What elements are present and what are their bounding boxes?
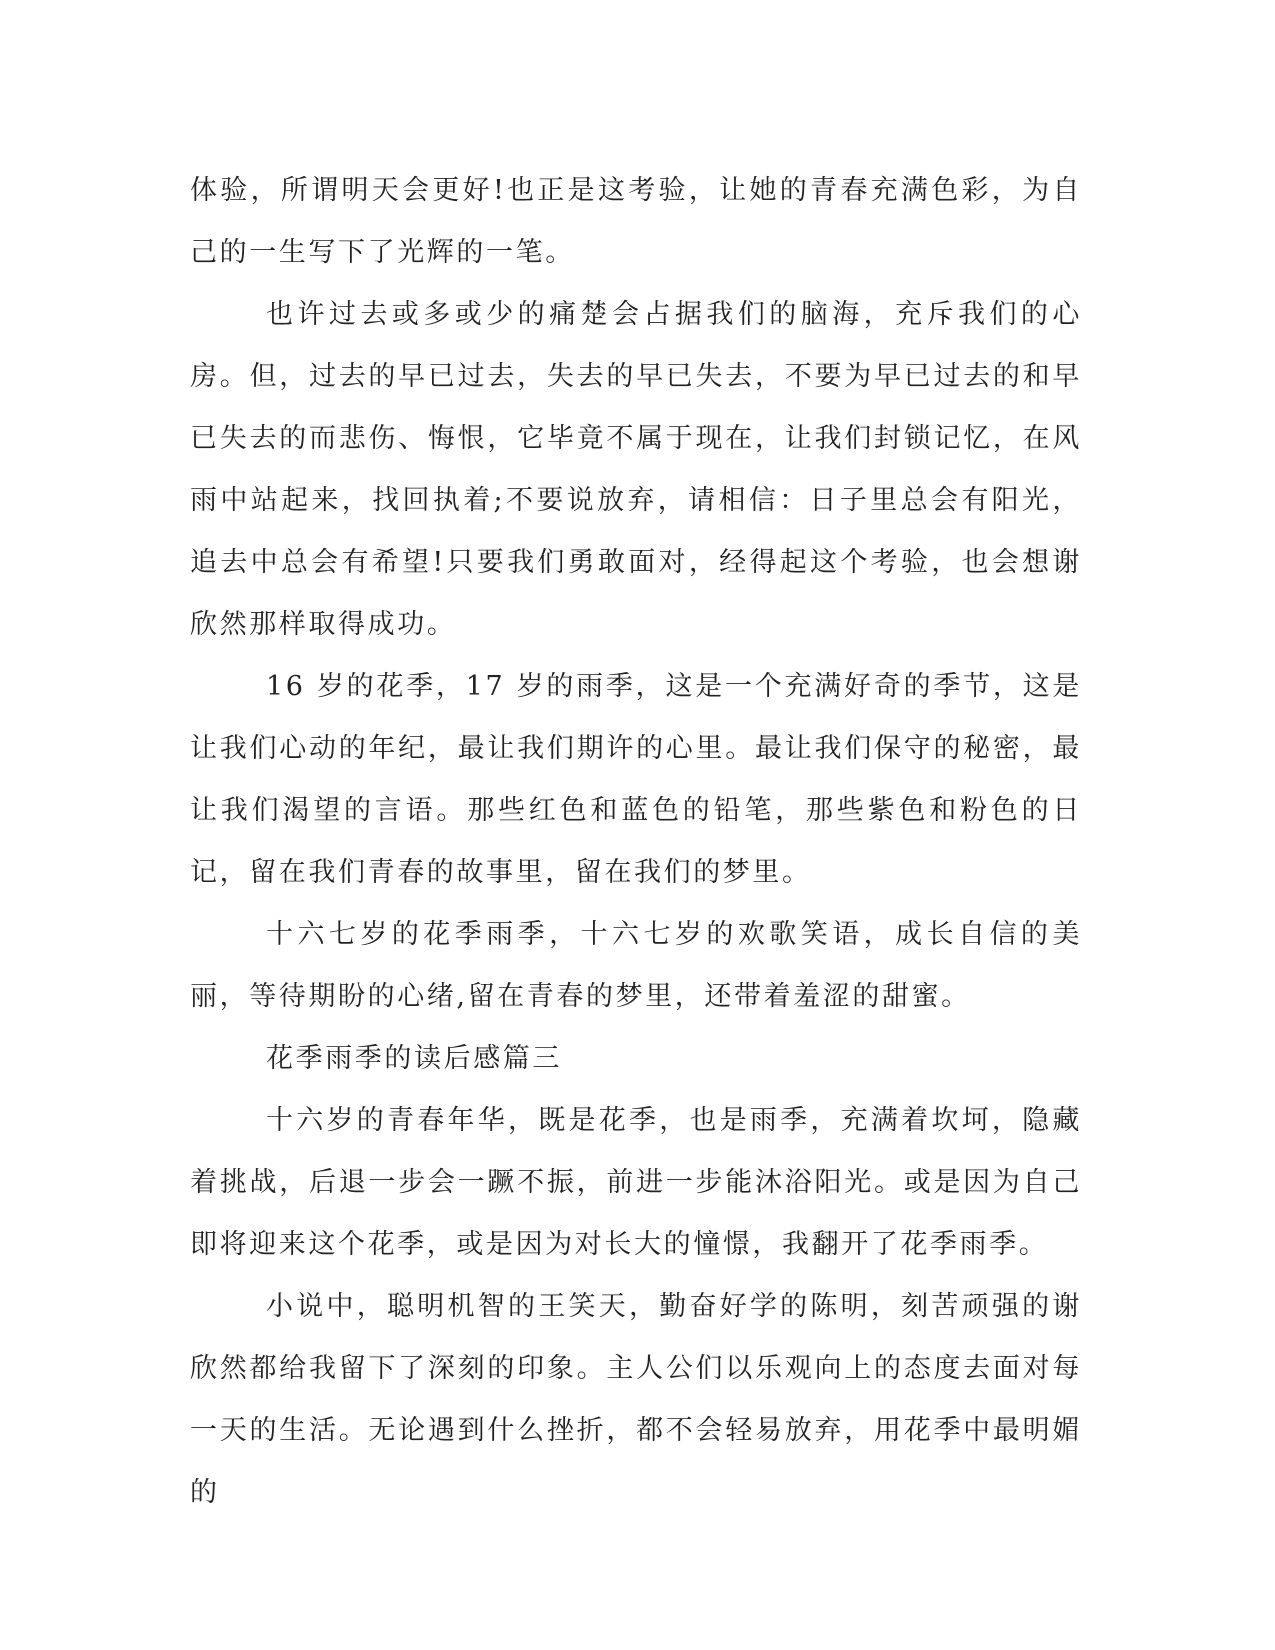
- document-body: [190, 160, 1082, 1524]
- paragraph-youth-sixteen: 十六岁的青春年华，既是花季，也是雨季，充满着坎坷，隐藏着挑战，后退一步会一蹶不振，前进一步能沐浴阳光。或是因为自己即将迎来这个花季，或是因为对长大的憧憬，我翻开了花季雨季。: [190, 1105, 1082, 1260]
- paragraph-age-sixteen-seventeen: 16 岁的花季，17 岁的雨季，这是一个充满好奇的季节，这是让我们心动的年纪，最让我们期许的心里。最让我们保守的秘密，最让我们渴望的言语。那些红色和蓝色的铅笔，那些紫色和粉色的日记，留在我们青春的故事里，留在我们的梦里。: [190, 671, 1082, 888]
- paragraph-characters: 小说中，聪明机智的王笑天，勤奋好学的陈明，刻苦顽强的谢欣然都给我留下了深刻的印象。主人公们以乐观向上的态度去面对每一天的生活。无论遇到什么挫折，都不会轻易放弃，用花季中最明媚的: [190, 1291, 1082, 1508]
- section-heading: 花季雨季的读后感篇三: [266, 1043, 562, 1074]
- paragraph-flower-rain-season: 十六七岁的花季雨季，十六七岁的欢歌笑语，成长自信的美丽，等待期盼的心绪,留在青春的梦里，还带着羞涩的甜蜜。: [190, 919, 1082, 1012]
- paragraph-past-pain: 也许过去或多或少的痛楚会占据我们的脑海，充斥我们的心房。但，过去的早已过去，失去的早已失去，不要为早已过去的和早已失去的而悲伤、悔恨，它毕竟不属于现在，让我们封锁记忆，在风雨中站起来，找回执着;不要说放弃，请相信：日子里总会有阳光，追去中总会有希望!只要我们勇敢面对，经得起这个考验，也会想谢欣然那样取得成功。: [190, 299, 1082, 640]
- paragraph-continuation: 体验，所谓明天会更好!也正是这考验，让她的青春充满色彩，为自己的一生写下了光辉的一笔。: [190, 175, 1082, 268]
